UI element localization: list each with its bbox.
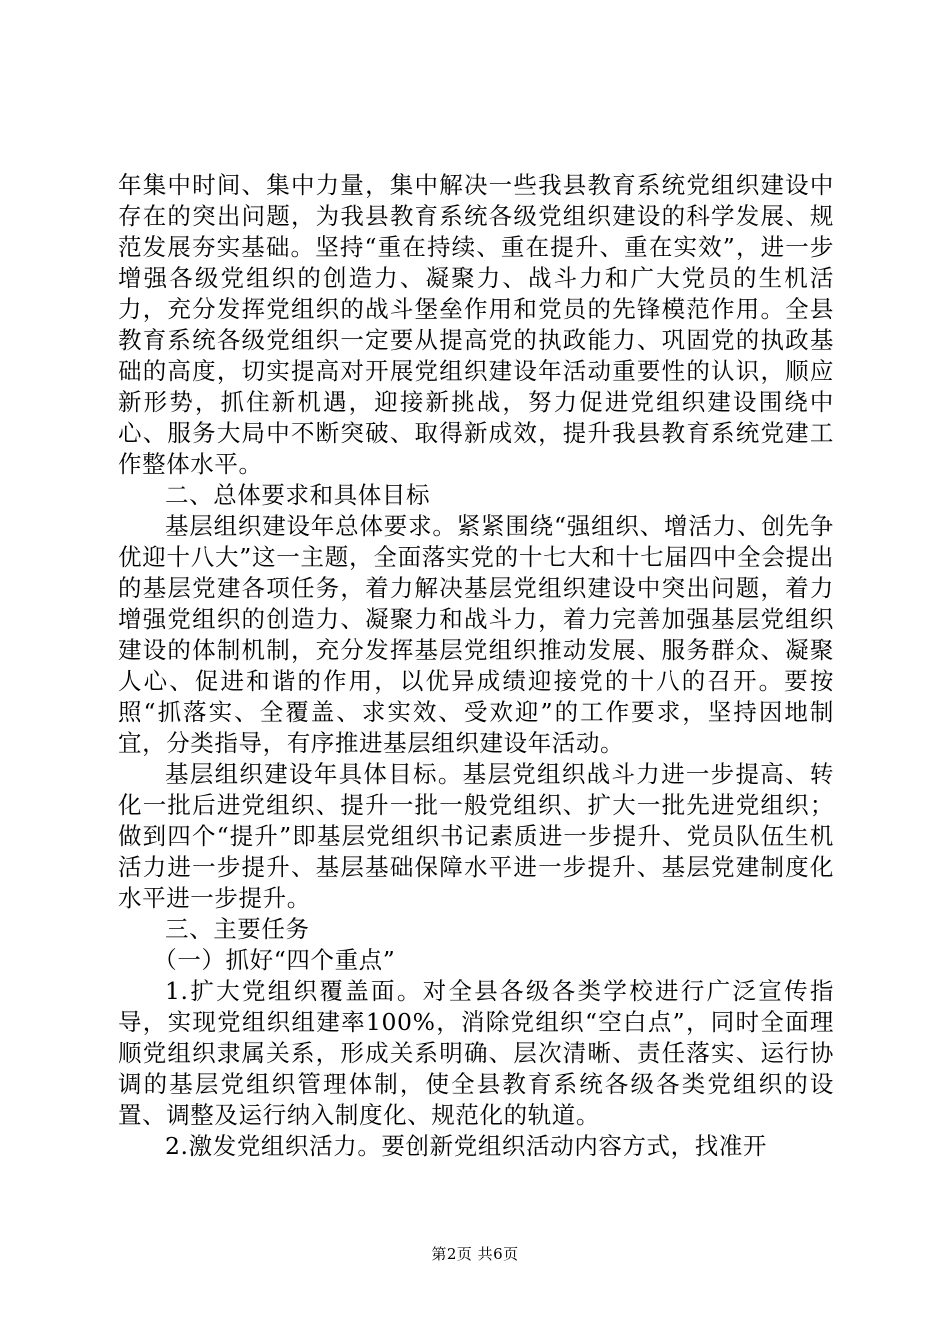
paragraph-continuation: 年集中时间、集中力量，集中解决一些我县教育系统党组织建设中存在的突出问题，为我县教育系统各级党组织建设的科学发展、规范发展夯实基础。坚持“重在持续、重在提升、重在实效”，进一步增强各级党组织的创造力、凝聚力、战斗力和广大党员的生机活力，充分发挥党组织的战斗堡垒作用和党员的先锋模范作用。全县教育系统各级党组织一定要从提高党的执政能力、巩固党的执政基础的高度，切实提高对开展党组织建设年活动重要性的认识，顺应新形势，抓住新机遇，迎接新挑战，努力促进党组织建设围绕中心、服务大局中不断突破、取得新成效，提升我县教育系统党建工作整体水平。 (118, 171, 834, 478)
subsection-heading-1: （一）抓好“四个重点” (153, 946, 396, 974)
section-heading-2: 二、总体要求和具体目标 (165, 481, 431, 509)
document-body (118, 170, 834, 1162)
paragraph-specific-goals: 基层组织建设年具体目标。基层党组织战斗力进一步提高、转化一批后进党组织、提升一批一般党组织、扩大一批先进党组织；做到四个“提升”即基层党组织书记素质进一步提升、党员队伍生机活力进一步提升、基层基础保障水平进一步提升、基层党建制度化水平进一步提升。 (118, 760, 834, 912)
paragraph-overall-requirements: 基层组织建设年总体要求。紧紧围绕“强组织、增活力、创先争优迎十八大”这一主题，全面落实党的十七大和十七届四中全会提出的基层党建各项任务，着力解决基层党组织建设中突出问题，着力增强党组织的创造力、凝聚力和战斗力，着力完善加强基层党组织建设的体制机制，充分发挥基层党组织推动发展、服务群众、凝聚人心、促进和谐的作用，以优异成绩迎接党的十八的召开。要按照“抓落实、全覆盖、求实效、受欢迎”的工作要求，坚持因地制宜，分类指导，有序推进基层组织建设年活动。 (118, 512, 834, 757)
paragraph-item-2: 2.激发党组织活力。要创新党组织活动内容方式，找准开 (165, 1132, 768, 1160)
paragraph-item-1: 1.扩大党组织覆盖面。对全县各级各类学校进行广泛宣传指导，实现党组织组建率100%，消除党组织“空白点”，同时全面理顺党组织隶属关系，形成关系明确、层次清晰、责任落实、运行协调的基层党组织管理体制，使全县教育系统各级各类党组织的设置、调整及运行纳入制度化、规范化的轨道。 (118, 977, 834, 1129)
page-footer: 第2页 共6页 (431, 1245, 519, 1263)
section-heading-3: 三、主要任务 (165, 915, 310, 943)
